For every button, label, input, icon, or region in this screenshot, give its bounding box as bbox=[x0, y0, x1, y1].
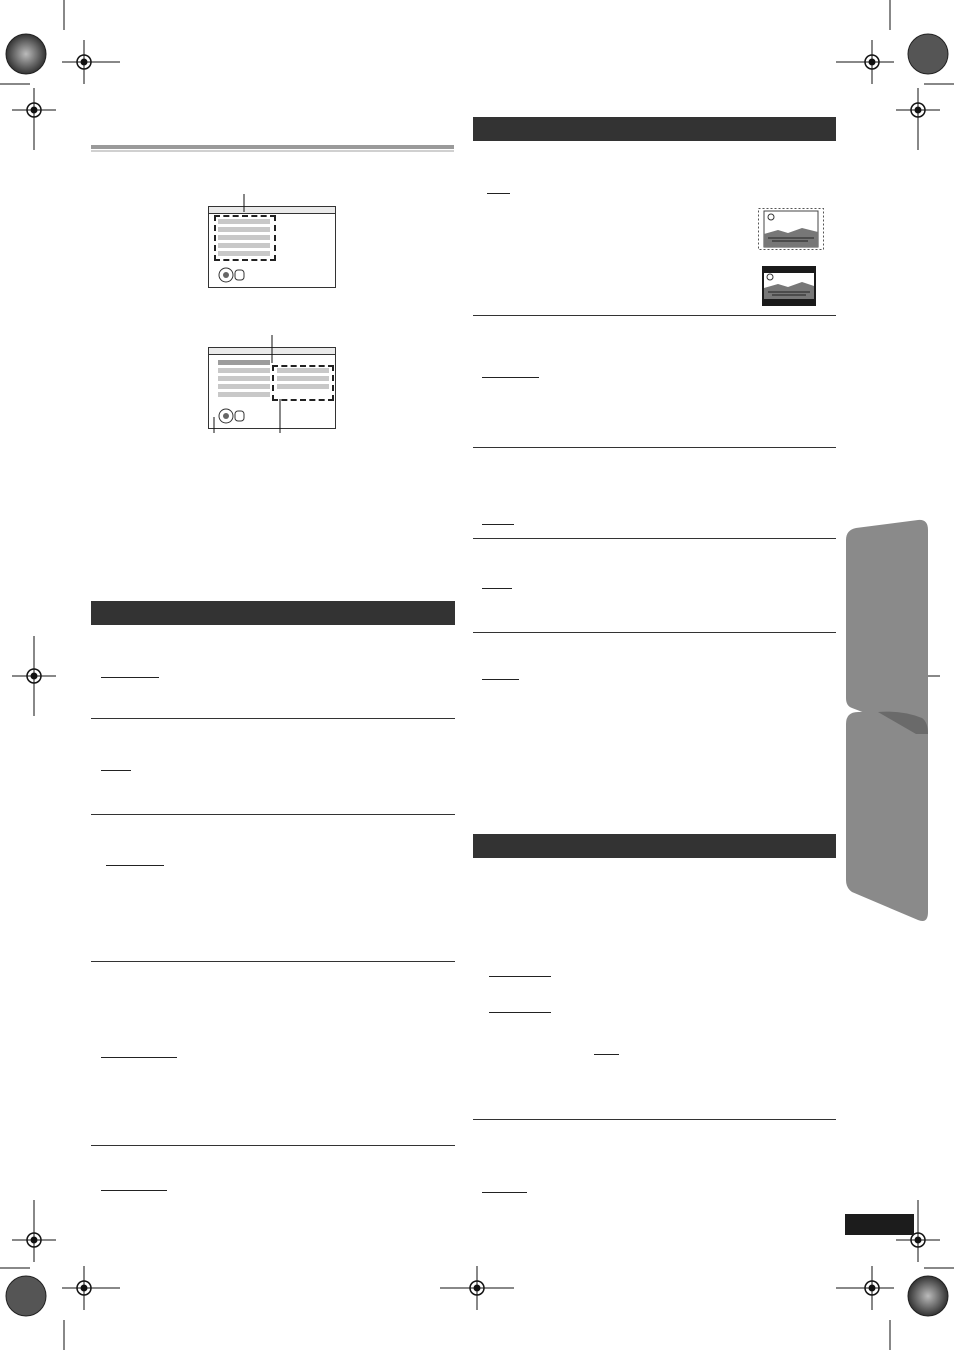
image-thumbnail-icon bbox=[762, 266, 828, 308]
section-divider bbox=[473, 1119, 836, 1120]
screen-header-bar bbox=[209, 207, 335, 214]
default-setting-underline bbox=[106, 865, 164, 866]
default-setting-underline bbox=[594, 1054, 619, 1055]
section-header-bar-left bbox=[91, 601, 455, 625]
registration-mark-icon bbox=[12, 88, 56, 132]
default-setting-underline bbox=[101, 770, 131, 771]
default-setting-underline bbox=[482, 524, 514, 525]
setup-menu-diagram-1 bbox=[208, 206, 336, 288]
default-setting-underline bbox=[101, 677, 159, 678]
default-setting-underline bbox=[482, 377, 539, 378]
section-divider bbox=[91, 718, 455, 719]
callout-line-1 bbox=[240, 194, 250, 214]
default-setting-underline bbox=[482, 588, 512, 589]
default-setting-underline bbox=[482, 1192, 527, 1193]
section-divider bbox=[473, 315, 836, 316]
default-setting-underline bbox=[482, 679, 519, 680]
registration-mark-icon bbox=[455, 1266, 499, 1310]
dashed-highlight-box bbox=[214, 215, 276, 261]
default-setting-underline bbox=[101, 1057, 177, 1058]
registration-mark-icon bbox=[12, 654, 56, 698]
registration-mark-icon bbox=[850, 40, 894, 84]
side-tab-lower bbox=[842, 706, 932, 931]
registration-mark-icon bbox=[896, 88, 940, 132]
section-divider bbox=[473, 538, 836, 539]
section-divider bbox=[473, 447, 836, 448]
section-divider bbox=[91, 961, 455, 962]
callout-lines-2 bbox=[200, 335, 320, 435]
default-setting-underline bbox=[487, 193, 510, 194]
section-header-bar-right-top bbox=[473, 117, 836, 141]
registration-mark-icon bbox=[62, 40, 106, 84]
default-setting-underline bbox=[489, 1012, 551, 1013]
section-divider bbox=[91, 1145, 455, 1146]
registration-mark-icon bbox=[62, 1266, 106, 1310]
title-underline-shadow bbox=[91, 150, 454, 152]
registration-mark-icon bbox=[12, 1218, 56, 1262]
default-setting-underline bbox=[489, 976, 551, 977]
image-thumbnail-icon bbox=[758, 208, 824, 250]
page-number-box bbox=[845, 1214, 914, 1235]
default-setting-underline bbox=[101, 1190, 167, 1191]
registration-mark-icon bbox=[850, 1266, 894, 1310]
title-underline-band bbox=[91, 145, 454, 149]
section-header-bar-right-bottom bbox=[473, 834, 836, 858]
section-divider bbox=[91, 814, 455, 815]
remote-control-icon bbox=[217, 267, 247, 283]
section-divider bbox=[473, 632, 836, 633]
